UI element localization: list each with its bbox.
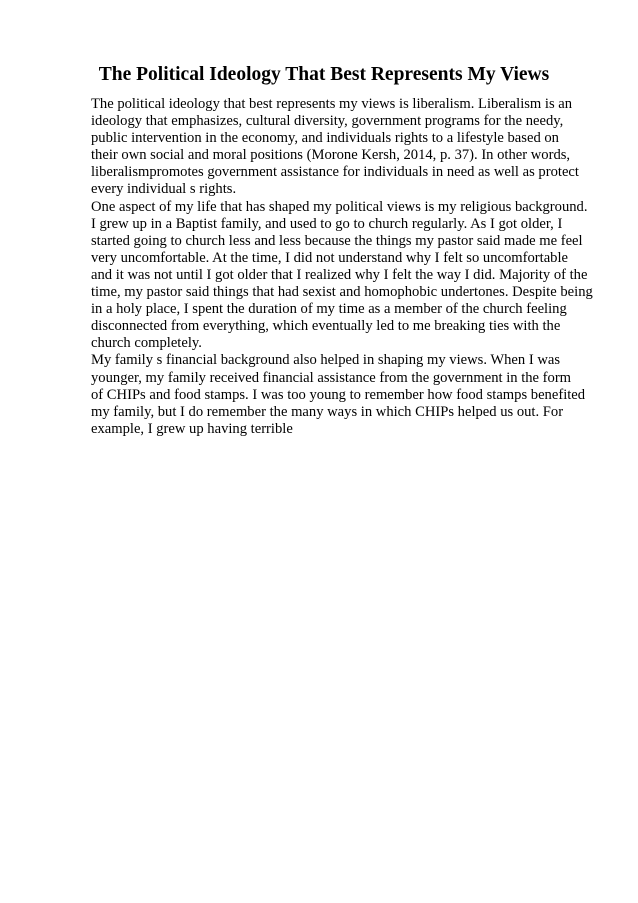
text-line: time, my pastor said things that had sexist and homophobic undertones. Despite being (91, 284, 593, 301)
text-line: One aspect of my life that has shaped my political views is my religious background. (91, 198, 588, 215)
document-title: The Political Ideology That Best Represents My Views (98, 64, 550, 85)
text-line: started going to church less and less because the things my pastor said made me feel (91, 232, 583, 249)
text-line: in a holy place, I spent the duration of my time as a member of the church feeling (91, 301, 567, 318)
text-line: of CHIPs and food stamps. I was too young to remember how food stamps benefited (91, 386, 586, 403)
paragraph (91, 199, 611, 353)
text-line: liberalismpromotes government assistance for individuals in need as well as protect (91, 164, 579, 181)
text-line: very uncomfortable. At the time, I did not understand why I felt so uncomfortable (91, 249, 569, 266)
text-line: their own social and moral positions (Morone Kersh, 2014, p. 37). In other words, (91, 147, 571, 164)
text-line: church completely. (91, 335, 202, 352)
document-body (91, 96, 611, 438)
paragraph (91, 352, 611, 437)
text-line: ideology that emphasizes, cultural diversity, government programs for the needy, (91, 113, 564, 130)
text-line: example, I grew up having terrible (91, 420, 293, 437)
text-line: disconnected from everything, which eventually led to me breaking ties with the (91, 318, 561, 335)
paragraph (91, 96, 611, 199)
text-line: my family, but I do remember the many ways in which CHIPs helped us out. For (91, 403, 564, 420)
text-line: I grew up in a Baptist family, and used to go to church regularly. As I got older, I (91, 215, 563, 232)
text-line: public intervention in the economy, and individuals rights to a lifestyle based on (91, 130, 559, 147)
text-line: My family s financial background also helped in shaping my views. When I was (91, 352, 561, 369)
text-line: The political ideology that best represents my views is liberalism. Liberalism is an (91, 96, 573, 112)
text-line: and it was not until I got older that I realized why I felt the way I did. Majority of the (91, 266, 588, 283)
text-line: every individual s rights. (91, 181, 237, 198)
text-line: younger, my family received financial assistance from the government in the form (91, 369, 572, 386)
